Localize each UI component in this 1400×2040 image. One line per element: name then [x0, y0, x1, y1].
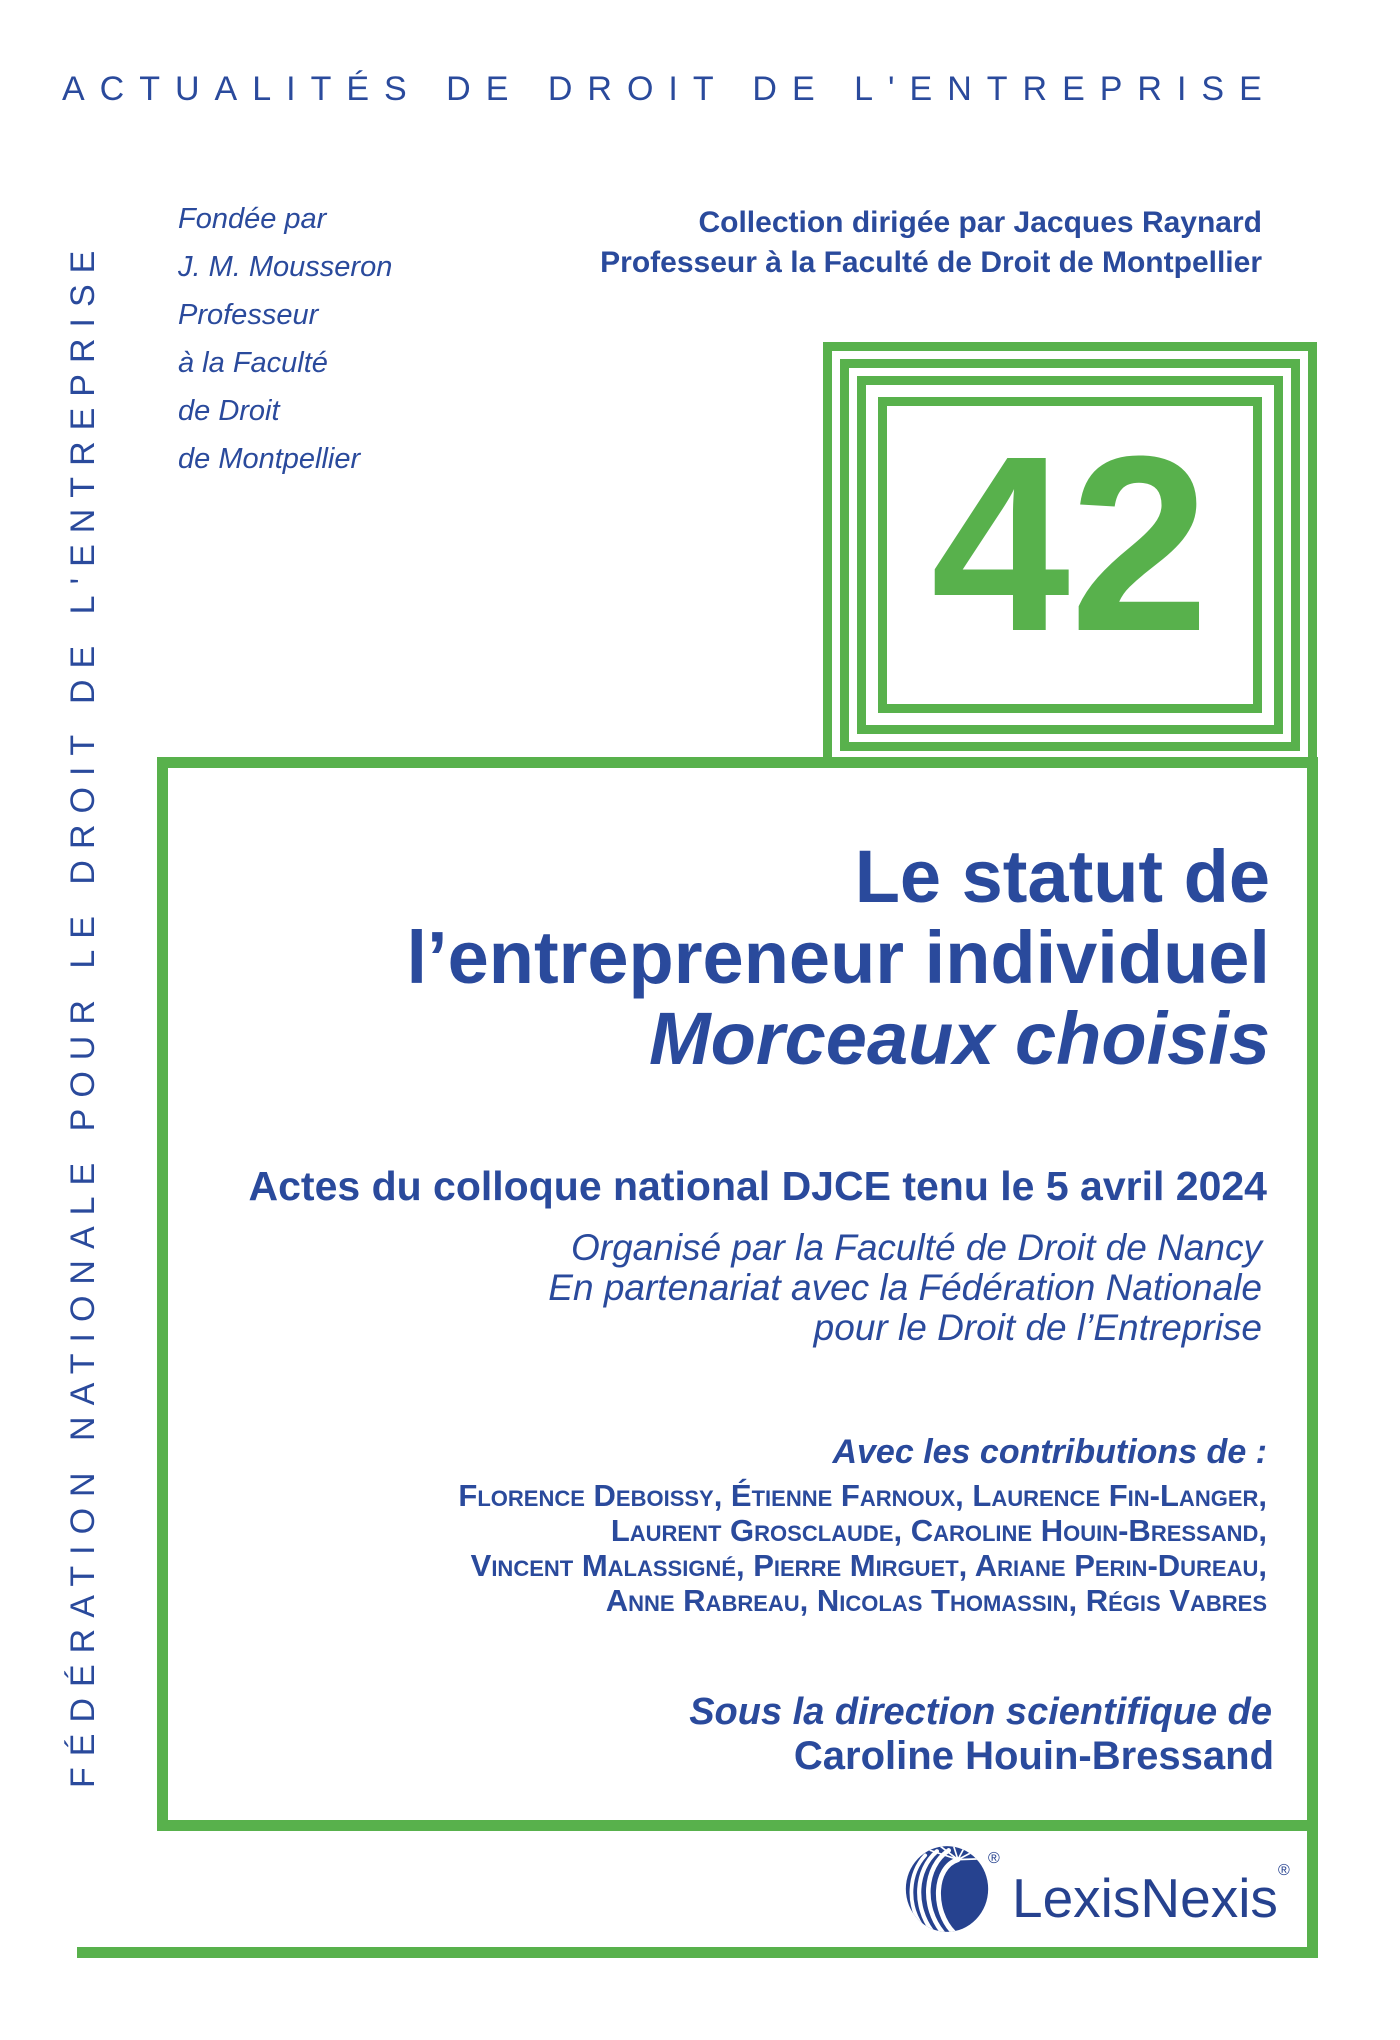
federation-vertical-text: FÉDÉRATION NATIONALE POUR LE DROIT DE L'ENTREPRISE	[64, 239, 102, 1788]
collection-director-line: Professeur à la Faculté de Droit de Montpellier	[600, 246, 1262, 279]
founder-line: Professeur	[178, 299, 319, 331]
registered-mark: ®	[988, 1850, 1000, 1867]
contributors-line: Anne Rabreau, Nicolas Thomassin, Régis Vabres	[605, 1583, 1267, 1618]
contributions-heading: Avec les contributions de :	[832, 1433, 1267, 1471]
scientific-director-name: Caroline Houin-Bressand	[793, 1734, 1274, 1778]
lexisnexis-wordmark: LexisNexis	[1012, 1867, 1278, 1929]
lexisnexis-globe-icon	[905, 1845, 989, 1933]
volume-frame-ring	[857, 376, 1283, 734]
volume-frame-ring	[823, 342, 1317, 768]
volume-number: 42	[930, 404, 1210, 683]
collection-director-block	[600, 203, 1262, 283]
founder-block	[178, 195, 392, 483]
founder-line: de Droit	[178, 395, 280, 427]
publisher-bar-right-line	[1307, 1829, 1318, 1949]
registered-mark: ®	[1278, 1862, 1290, 1879]
organizer-line: Organisé par la Faculté de Droit de Nancy	[570, 1227, 1262, 1268]
contributors-line: Florence Deboissy, Étienne Farnoux, Laurence Fin-Langer,	[458, 1478, 1267, 1513]
volume-frame-ring	[878, 397, 1262, 713]
book-title-line2: l’entrepreneur individuel	[406, 916, 1270, 999]
volume-frame-ring	[840, 359, 1300, 751]
founder-line: de Montpellier	[178, 443, 361, 475]
organizer-line: pour le Droit de l’Entreprise	[813, 1307, 1262, 1348]
contributors-list	[458, 1478, 1267, 1618]
colloquium-heading: Actes du colloque national DJCE tenu le 5 avril 2024	[248, 1163, 1267, 1209]
contributors-line: Laurent Grosclaude, Caroline Houin-Bressand,	[610, 1513, 1267, 1548]
founder-line: Fondée par	[178, 203, 327, 235]
book-title-line1: Le statut de	[854, 835, 1270, 918]
contributors-line: Vincent Malassigné, Pierre Mirguet, Ariane Perin-Dureau,	[470, 1548, 1267, 1583]
book-subtitle: Morceaux choisis	[648, 997, 1270, 1080]
publisher-bar-bottom-line	[77, 1947, 1318, 1958]
founder-line: à la Faculté	[178, 347, 328, 379]
series-title: ACTUALITÉS DE DROIT DE L'ENTREPRISE	[62, 70, 1277, 108]
book-title	[406, 836, 1270, 1079]
organizer-block	[548, 1228, 1262, 1348]
collection-director-line: Collection dirigée par Jacques Raynard	[698, 206, 1262, 239]
volume-number-frame	[823, 342, 1317, 768]
scientific-direction-heading: Sous la direction scientifique de	[689, 1691, 1272, 1733]
organizer-line: En partenariat avec la Fédération Nationale	[548, 1267, 1262, 1308]
founder-line: J. M. Mousseron	[178, 251, 393, 283]
